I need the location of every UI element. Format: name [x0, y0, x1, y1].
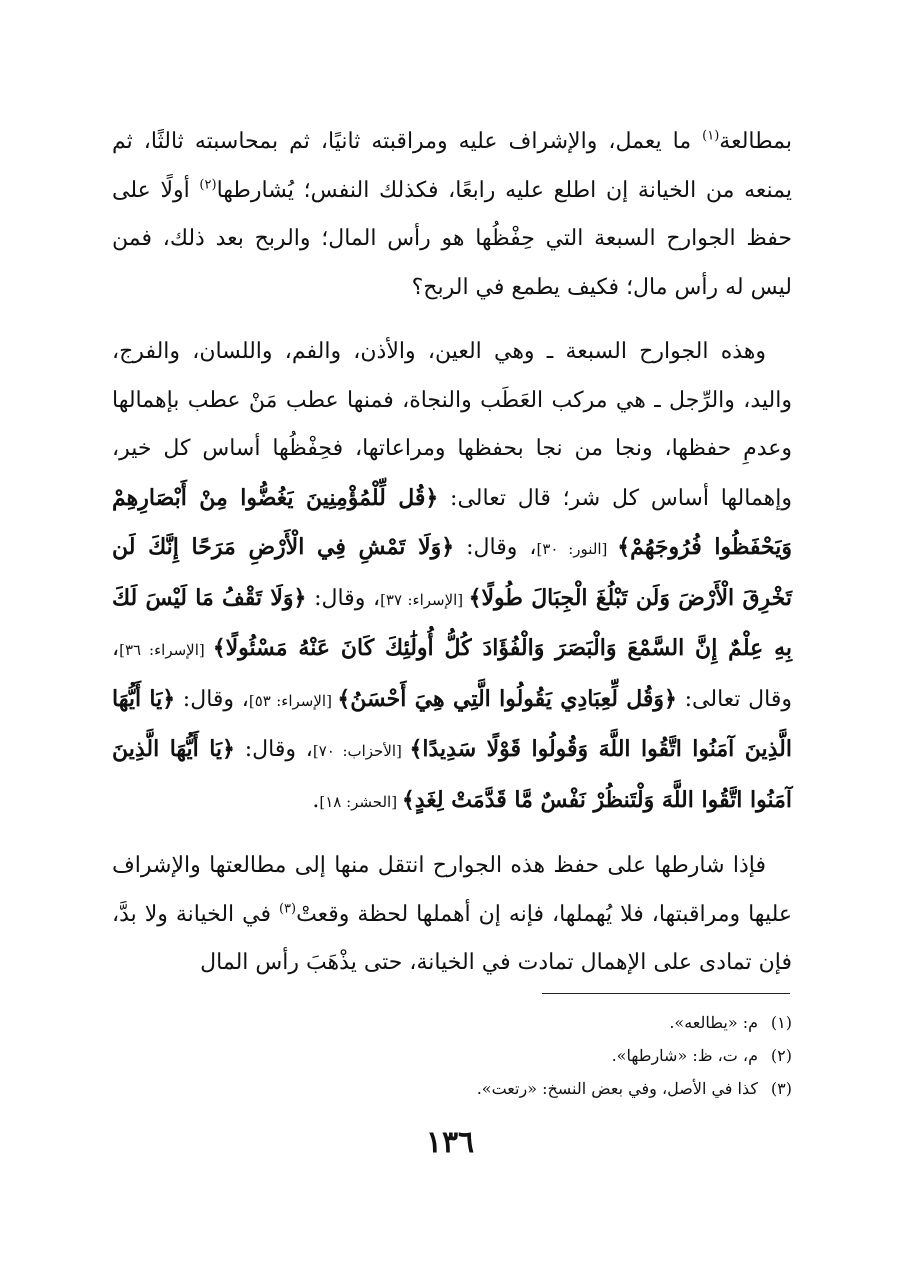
quran-verse: ﴿يَا أَيُّهَا الَّذِينَ آمَنُوا اتَّقُوا اللَّهَ وَقُولُوا قَوْلًا سَدِيدًا﴾	[112, 685, 792, 762]
paragraph-2	[112, 328, 792, 826]
footnote-divider	[542, 993, 790, 994]
footnote-number: (١)	[770, 1013, 792, 1032]
text-span: ، وقال:	[234, 737, 313, 762]
text-span: بمطالعة	[719, 129, 792, 154]
text-span: أولًا على حفظ الجوارح السبعة التي حِفْظُها هو رأس المال؛ والربح بعد ذلك، فمن ليس له رأس مال؛ فكيف يطمع في الربح؟	[112, 177, 792, 300]
text-span: في الخيانة ولا بدَّ، فإن تمادى على الإهمال تمادت في الخيانة، حتى يذْهَبَ رأس المال	[112, 901, 792, 975]
text-span: فإذا شارطها على حفظ هذه الجوارح انتقل منها إلى مطالعتها والإشراف عليها ومراقبتها، فلا يُهملها، فإنه إن أهملها لحظة وقعتْ	[112, 853, 792, 927]
footnote-text: م، ت، ظ: «شارطها».	[611, 1046, 758, 1065]
quran-verse: ﴿يَا أَيُّهَا الَّذِينَ آمَنُوا اتَّقُوا اللَّهَ وَلْتَنظُرْ نَفْسٌ مَّا قَدَّمَتْ لِغَدٍ﴾	[112, 736, 792, 813]
quran-verse: ﴿وَلَا تَقْفُ مَا لَيْسَ لَكَ بِهِ عِلْمٌ إِنَّ السَّمْعَ وَالْبَصَرَ وَالْفُؤَادَ كُلُّ أُولَٰئِكَ كَانَ عَنْهُ مَسْئُولًا﴾	[112, 584, 792, 661]
page-number: ١٣٦	[425, 1125, 475, 1160]
text-span: ، وقال:	[175, 686, 249, 712]
footnote-text: كذا في الأصل، وفي بعض النسخ: «رتعت».	[476, 1079, 758, 1098]
footnote-number: (٢)	[770, 1046, 792, 1065]
verse-reference: [الإسراء: ٥٣]	[248, 691, 338, 710]
quran-verse: ﴿وَقُل لِّعِبَادِي يَقُولُوا الَّتِي هِيَ أَحْسَنُ﴾	[337, 685, 677, 712]
verse-reference: [الإسراء: ٣٧]	[380, 590, 469, 609]
footnote-marker-2[interactable]: (٢)	[199, 177, 217, 193]
text-span: .	[312, 787, 320, 813]
verse-reference: [الأحزاب: ٧٠]	[312, 742, 410, 760]
quran-verse: ﴿وَلَا تَمْشِ فِي الْأَرْضِ مَرَحًا إِنَّكَ لَن تَخْرِقَ الْأَرْضَ وَلَن تَبْلُغَ الْجِبَالَ طُولًا﴾	[112, 534, 792, 611]
text-span: ، وقال:	[306, 585, 381, 611]
verse-reference: [الإسراء: ٣٦]	[119, 641, 213, 659]
footnote-3	[112, 1072, 792, 1105]
footnote-marker-1[interactable]: (١)	[702, 128, 720, 144]
quran-verse: ﴿قُل لِّلْمُؤْمِنِينَ يَغُضُّوا مِنْ أَبْصَارِهِمْ وَيَحْفَظُوا فُرُوجَهُمْ﴾	[112, 484, 793, 560]
paragraph-1	[112, 118, 792, 312]
text-span: ، وقال تعالى:	[112, 636, 793, 712]
footnote-1	[112, 1006, 792, 1039]
paragraph-3	[112, 842, 792, 988]
footnote-number: (٣)	[770, 1079, 792, 1098]
verse-reference: [الحشر: ١٨]	[319, 792, 402, 811]
text-span: ، وقال:	[454, 535, 537, 560]
verse-reference: [النور: ٣٠]	[536, 540, 618, 558]
footnote-2	[112, 1039, 792, 1072]
footnotes	[112, 1006, 792, 1105]
text-span: وهذه الجوارح السبعة ـ وهي العين، والأذن، والفم، واللسان، والفرج، واليد، والرِّجل ـ هي مركب العَطَب والنجاة، فمنها عطب مَنْ عطب بإهمالها وعدمِ حفظها، ونجا من نجا بحفظها ومراعاتها، فحِفْظُها أساس كل خير، وإهمالها أساس كل شر؛ قال تعالى:	[112, 339, 792, 511]
text-span: ما يعمل، والإشراف عليه ومراقبته ثانيًا، ثم بمحاسبته ثالثًا، ثم يمنعه من الخيانة إن اطلع عليه رابعًا، فكذلك النفس؛ يُشارطها	[112, 129, 792, 203]
footnote-marker-3[interactable]: (٣)	[278, 901, 297, 917]
main-text	[112, 118, 792, 1004]
footnote-text: م: «يطالعه».	[669, 1013, 758, 1032]
